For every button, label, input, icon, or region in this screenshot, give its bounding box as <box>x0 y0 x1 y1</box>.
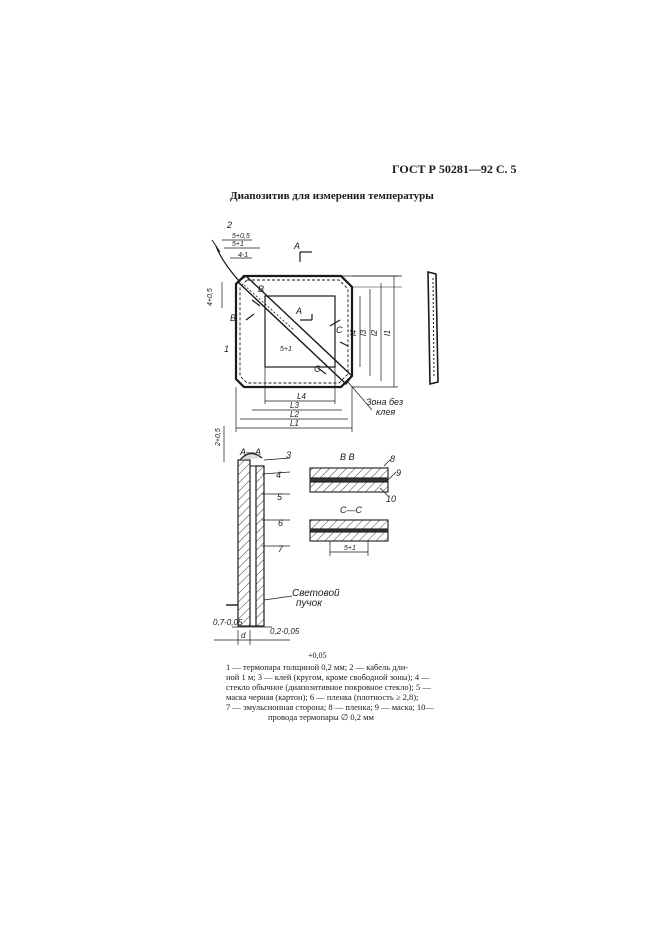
dim-small-l3: l3 <box>359 329 368 336</box>
figure-title: Диапозитив для измерения температуры <box>230 190 434 202</box>
dim-small-l2: l2 <box>370 329 379 336</box>
dim-l1: L1 <box>290 419 299 428</box>
caption-line-1: 1 — термопара толщиной 0,2 мм; 2 — кабель дли- <box>226 662 409 672</box>
dim-4: 4-1 <box>238 252 249 259</box>
caption-line-6: провода термопары ∅ 0,2 мм <box>268 712 374 722</box>
sec-a-top: A <box>294 241 301 251</box>
light-label-1: Световой <box>292 588 340 599</box>
section-b-b <box>310 460 396 496</box>
page-header: ГОСТ Р 50281—92 С. 5 <box>392 162 517 176</box>
plan-view <box>212 240 402 387</box>
dim-5-tol: 5+0,5 <box>232 233 250 240</box>
dim-l4: L4 <box>297 392 306 401</box>
dim-l2: L2 <box>290 410 299 419</box>
caption-line-2: ной 1 м; 3 — клей (кругом, кроме свободной зоны); 4 — <box>226 672 430 682</box>
label-5: 5 <box>277 492 283 502</box>
dim-0-7: 0,7-0,05 <box>213 618 243 627</box>
dim-l3: L3 <box>290 401 299 410</box>
sec-a-mid: A <box>296 306 303 316</box>
label-7: 7 <box>278 544 284 554</box>
zone-label-1: Зона без <box>366 397 404 407</box>
section-aa-title: A—A <box>240 447 262 457</box>
label-9: 9 <box>396 468 402 478</box>
label-6: 6 <box>278 518 284 528</box>
label-1: 1 <box>224 344 230 354</box>
caption-line-5: 7 — эмульсионная сторона; 8 — пленка; 9 — маска; 10— <box>226 702 434 712</box>
caption-superscript: +0,05 <box>308 651 327 660</box>
side-profile <box>428 272 438 384</box>
dim-4-side: 4+0,5 <box>207 288 214 306</box>
label-10: 10 <box>386 494 397 504</box>
label-4: 4 <box>276 470 282 480</box>
section-cc-title: C—C <box>340 505 362 515</box>
sec-b-left: B <box>230 313 237 323</box>
dim-small-l1: l1 <box>383 329 392 336</box>
label-3: 3 <box>286 450 292 460</box>
light-label-2: пучок <box>296 598 322 609</box>
dim-5-cc: 5+1 <box>344 545 356 552</box>
dim-0-2: 0,2-0,05 <box>270 627 300 636</box>
dim-5-diag: 5+1 <box>280 346 292 353</box>
label-8: 8 <box>390 454 396 464</box>
sec-b-top: B <box>258 284 265 294</box>
section-bb-title: B B <box>340 452 355 462</box>
sec-c-right: C <box>336 325 343 335</box>
dim-small-l4: l4 <box>349 329 358 336</box>
zone-label-2: клея <box>376 407 396 417</box>
dim-5: 5+1 <box>232 241 244 248</box>
section-a-a <box>214 426 292 645</box>
sec-c-bottom: C <box>314 364 321 374</box>
caption-line-4: маска черная (картон); 6 — пленка (плотность ≥ 2,8); <box>226 692 419 702</box>
dim-2-tol: 2+0,5 <box>215 428 222 446</box>
dim-d: d <box>241 631 246 640</box>
caption-line-3: стекло обычное (диапозитивное покровное стекло); 5 — <box>226 682 431 692</box>
label-2: 2 <box>227 220 233 230</box>
